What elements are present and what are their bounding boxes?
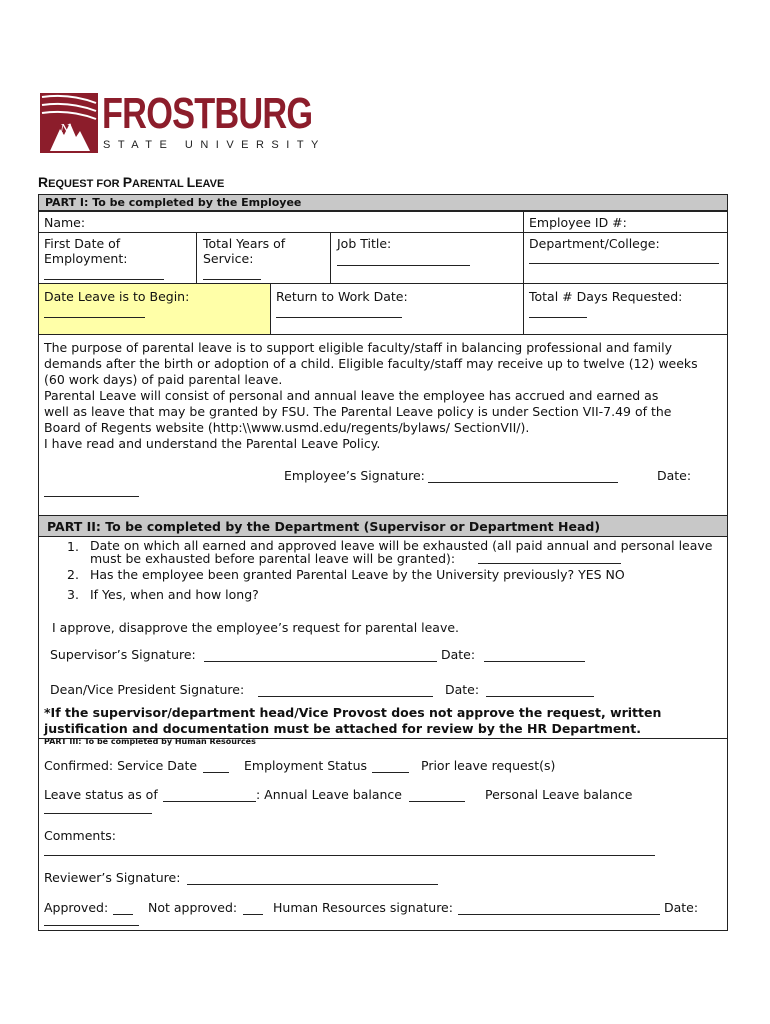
leave-status-line[interactable] [163, 801, 256, 802]
annual-balance-label: : Annual Leave balance [256, 787, 402, 802]
comments-line[interactable] [44, 855, 655, 856]
supervisor-signature-line[interactable] [204, 661, 437, 662]
hr-date-line[interactable] [44, 925, 139, 926]
name-field[interactable] [38, 211, 524, 233]
logo-wordmark: FROSTBURG [102, 89, 313, 138]
employment-status-label: Employment Status [244, 758, 368, 773]
dean-signature-label: Dean/Vice President Signature: [50, 682, 245, 697]
part3-header: PART III: To be completed by Human Resources [44, 737, 256, 746]
employee-date-label: Date: [657, 468, 692, 483]
date-leave-begin-line[interactable] [44, 317, 145, 318]
part1-header: PART I: To be completed by the Employee [38, 194, 728, 211]
return-date-line[interactable] [276, 317, 402, 318]
q1-number: 1. [67, 539, 79, 554]
q2-number: 2. [67, 567, 79, 582]
job-title-label: Job Title: [337, 236, 392, 251]
hr-signature-line[interactable] [458, 914, 660, 915]
q3-text: If Yes, when and how long? [90, 587, 259, 602]
name-label: Name: [44, 215, 86, 230]
department-label: Department/College: [529, 236, 660, 251]
logo-subtitle: STATE UNIVERSITY [103, 139, 326, 151]
supervisor-signature-label: Supervisor’s Signature: [50, 647, 196, 662]
first-date-line[interactable] [44, 279, 164, 280]
reviewer-signature-label: Reviewer’s Signature: [44, 870, 181, 885]
frostburg-seal-icon [40, 93, 100, 155]
job-title-line[interactable] [337, 265, 470, 266]
page-title: REQUEST FOR PARENTAL LEAVE [38, 174, 225, 190]
q1-text: Date on which all earned and approved leave will be exhausted (all paid annual and personal leave must be exhausted before parental leave will be granted): [90, 538, 713, 566]
employee-id-label: Employee ID #: [529, 215, 627, 230]
approved-label: Approved: [44, 900, 109, 915]
not-approved-label: Not approved: [148, 900, 238, 915]
department-line[interactable] [529, 263, 719, 264]
frostburg-logo [40, 89, 326, 155]
date-leave-begin-label: Date Leave is to Begin: [44, 289, 190, 304]
employee-signature-line[interactable] [428, 482, 618, 483]
total-years-label: Total Years of Service: [203, 236, 286, 266]
not-approved-line[interactable] [243, 914, 263, 915]
employee-date-line[interactable] [44, 496, 139, 497]
reviewer-signature-line[interactable] [187, 884, 438, 885]
annual-balance-line[interactable] [409, 801, 465, 802]
hr-note: *If the supervisor/department head/Vice Provost does not approve the request, written justification and documentation must be attached for review by the HR Department. [44, 705, 662, 736]
personal-balance-label: Personal Leave balance [485, 787, 633, 802]
total-days-label: Total # Days Requested: [529, 289, 683, 304]
supervisor-date-line[interactable] [484, 661, 585, 662]
hr-signature-label: Human Resources signature: [273, 900, 453, 915]
svg-text:N: N [60, 122, 71, 136]
employment-status-line[interactable] [372, 772, 409, 773]
q2-text: Has the employee been granted Parental Leave by the University previously? YES NO [90, 567, 625, 582]
q3-number: 3. [67, 587, 79, 602]
supervisor-date-label: Date: [441, 647, 476, 662]
service-date-line[interactable] [203, 772, 229, 773]
part2-header: PART II: To be completed by the Department (Supervisor or Department Head) [38, 515, 728, 537]
approved-line[interactable] [113, 914, 133, 915]
employee-signature-label: Employee’s Signature: [284, 468, 425, 483]
confirmed-label: Confirmed: Service Date [44, 758, 198, 773]
dean-signature-line[interactable] [258, 696, 433, 697]
total-days-line[interactable] [529, 317, 587, 318]
first-date-label: First Date of Employment: [44, 236, 128, 266]
policy-text: The purpose of parental leave is to support eligible faculty/staff in balancing professional and family demands after the birth or adoption of a child. Eligible faculty/staff may receive up to twelve (12) weeks (60 work days) of paid parental leave. Parental Leave will consist of personal and annual leave the employee has accrued and earned as well as leave that may be granted by FSU. The Parental Leave policy is under Section VII-7.49 of the Board of Regents website (http:\\www.usmd.edu/regents/bylaws/ SectionVII/). I have read and understand the Parental Leave Policy. [44, 340, 698, 451]
q1-answer-line[interactable] [478, 563, 621, 564]
total-years-line[interactable] [203, 279, 261, 280]
hr-date-label: Date: [664, 900, 699, 915]
approve-text: I approve, disapprove the employee’s request for parental leave. [52, 620, 460, 635]
prior-leave-label: Prior leave request(s) [421, 758, 556, 773]
dean-date-line[interactable] [486, 696, 594, 697]
dean-date-label: Date: [445, 682, 480, 697]
leave-status-label: Leave status as of [44, 787, 158, 802]
comments-label: Comments: [44, 828, 116, 843]
return-date-label: Return to Work Date: [276, 289, 408, 304]
personal-balance-line[interactable] [44, 813, 152, 814]
